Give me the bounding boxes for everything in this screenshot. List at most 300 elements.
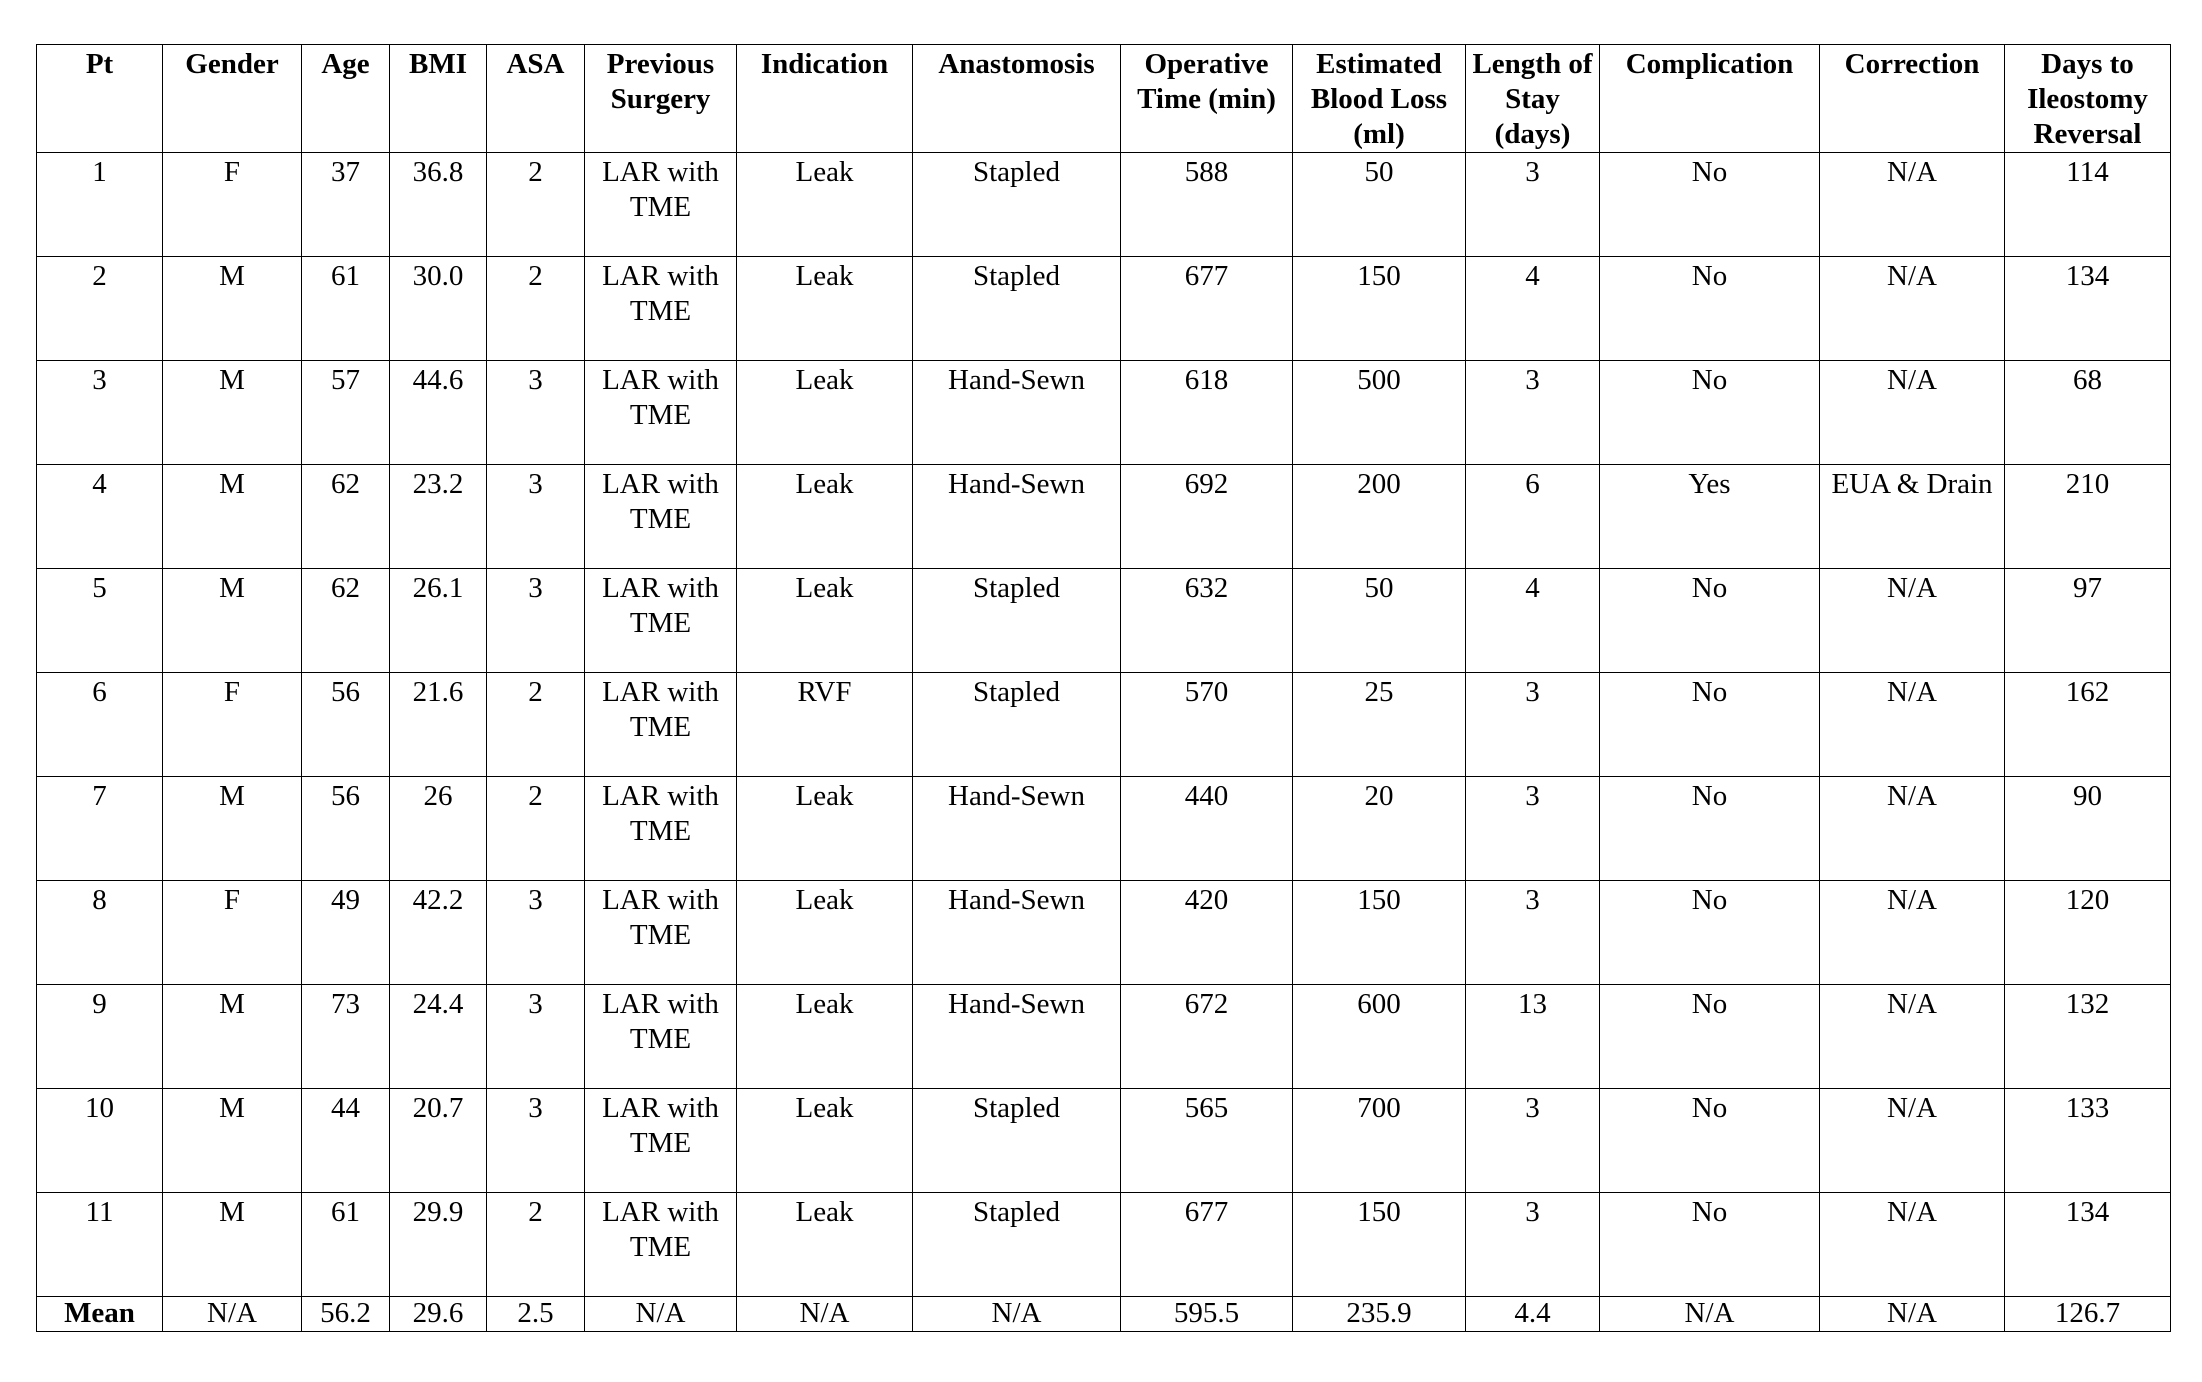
table-cell-value: LAR with TME <box>602 780 719 847</box>
column-header-label: Indication <box>760 48 889 80</box>
table-cell-value: 8 <box>92 884 107 916</box>
column-header-label: Gender <box>185 48 279 80</box>
column-header <box>913 45 1121 153</box>
table-cell <box>1600 257 1820 361</box>
table-cell <box>737 361 913 465</box>
table-cell <box>302 1193 390 1297</box>
table-cell <box>1600 673 1820 777</box>
table-cell-value: 1 <box>92 156 107 188</box>
table-cell-value: 2 <box>528 260 543 292</box>
table-row <box>37 1193 2171 1297</box>
mean-cell <box>1820 1297 2005 1332</box>
table-cell <box>390 569 487 673</box>
table-cell-value: 3 <box>528 988 543 1020</box>
table-cell-value: 2 <box>92 260 107 292</box>
table-cell-value: LAR with TME <box>602 156 719 223</box>
table-cell-value: 162 <box>2065 676 2110 708</box>
table-cell <box>1600 153 1820 257</box>
table-cell <box>390 1193 487 1297</box>
table-cell-value: No <box>1691 364 1728 396</box>
table-cell-value: 134 <box>2065 1196 2110 1228</box>
table-cell-value: 150 <box>1357 260 1401 292</box>
table-cell <box>302 985 390 1089</box>
table-cell <box>302 1089 390 1193</box>
table-cell-value: N/A <box>1887 1196 1937 1228</box>
table-cell <box>913 153 1121 257</box>
table-cell-value: N/A <box>1887 676 1937 708</box>
column-header <box>487 45 585 153</box>
table-cell <box>585 881 737 985</box>
table-cell-value: 50 <box>1364 572 1394 604</box>
mean-cell-value: 4.4 <box>1514 1297 1551 1329</box>
mean-cell-value: N/A <box>991 1297 1042 1329</box>
table-cell <box>163 569 302 673</box>
table-cell <box>1600 569 1820 673</box>
table-cell-value: Hand-Sewn <box>948 988 1085 1020</box>
table-cell-value: 3 <box>1525 1196 1540 1228</box>
table-cell-value: 9 <box>92 988 107 1020</box>
table-cell <box>37 153 163 257</box>
table-cell <box>487 985 585 1089</box>
mean-cell-value: N/A <box>1684 1297 1735 1329</box>
table-cell <box>1293 881 1466 985</box>
table-cell-value: 44 <box>331 1092 360 1124</box>
table-cell <box>390 777 487 881</box>
table-cell-value: 500 <box>1357 364 1401 396</box>
table-cell-value: 120 <box>2065 884 2110 916</box>
table-cell <box>737 465 913 569</box>
table-cell <box>37 881 163 985</box>
table-cell <box>1293 569 1466 673</box>
table-cell-value: 61 <box>331 1196 360 1228</box>
table-cell <box>1466 985 1600 1089</box>
table-cell <box>1121 673 1293 777</box>
table-cell <box>737 985 913 1089</box>
table-cell-value: LAR with TME <box>602 260 719 327</box>
table-row <box>37 465 2171 569</box>
table-cell <box>390 153 487 257</box>
table-cell <box>1121 465 1293 569</box>
table-cell-value: No <box>1691 1196 1728 1228</box>
table-cell-value: 3 <box>1525 884 1540 916</box>
table-cell <box>302 673 390 777</box>
table-cell <box>1820 361 2005 465</box>
table-cell <box>2005 569 2171 673</box>
table-cell-value: 3 <box>1525 780 1540 812</box>
table-row <box>37 153 2171 257</box>
table-cell-value: N/A <box>1887 260 1937 292</box>
table-cell-value: 632 <box>1184 572 1229 604</box>
table-row <box>37 257 2171 361</box>
table-cell-value: 97 <box>2073 572 2102 604</box>
table-cell-value: 210 <box>2065 468 2110 500</box>
table-cell <box>585 673 737 777</box>
table-cell-value: 672 <box>1184 988 1229 1020</box>
table-cell <box>913 985 1121 1089</box>
table-cell <box>487 1193 585 1297</box>
table-cell-value: 36.8 <box>412 156 464 188</box>
table-cell <box>1820 1089 2005 1193</box>
table-cell <box>390 985 487 1089</box>
table-cell <box>163 1089 302 1193</box>
table-cell <box>2005 465 2171 569</box>
table-cell-value: 3 <box>528 1092 543 1124</box>
table-cell-value: 73 <box>331 988 360 1020</box>
table-cell <box>37 1089 163 1193</box>
table-cell-value: 440 <box>1184 780 1229 812</box>
table-cell-value: Stapled <box>973 260 1060 292</box>
table-row <box>37 361 2171 465</box>
table-cell-value: 62 <box>331 468 360 500</box>
mean-cell-value: 56.2 <box>320 1297 371 1329</box>
column-header <box>1293 45 1466 153</box>
table-cell-value: 133 <box>2065 1092 2110 1124</box>
table-cell <box>913 1193 1121 1297</box>
table-cell <box>37 257 163 361</box>
table-cell <box>913 465 1121 569</box>
table-cell-value: 11 <box>85 1196 114 1228</box>
table-header-row <box>37 45 2171 153</box>
table-cell <box>1820 153 2005 257</box>
table-cell-value: 44.6 <box>412 364 464 396</box>
table-cell-value: Hand-Sewn <box>948 780 1085 812</box>
column-header-label: Age <box>321 48 370 80</box>
table-cell-value: No <box>1691 572 1728 604</box>
table-cell-value: 4 <box>1525 572 1540 604</box>
table-cell <box>913 777 1121 881</box>
mean-cell <box>487 1297 585 1332</box>
table-cell-value: EUA & Drain <box>1831 468 1993 500</box>
table-cell-value: No <box>1691 260 1728 292</box>
table-cell-value: 600 <box>1357 988 1401 1020</box>
table-cell <box>2005 1193 2171 1297</box>
table-cell <box>163 257 302 361</box>
column-header <box>1820 45 2005 153</box>
table-cell-value: 56 <box>331 676 360 708</box>
table-cell-value: Hand-Sewn <box>948 884 1085 916</box>
table-cell <box>1466 569 1600 673</box>
table-cell-value: 90 <box>2073 780 2102 812</box>
mean-cell <box>163 1297 302 1332</box>
table-cell-value: 570 <box>1184 676 1229 708</box>
mean-cell-value: N/A <box>1887 1297 1937 1329</box>
table-cell <box>737 1089 913 1193</box>
table-cell <box>390 361 487 465</box>
table-cell <box>737 569 913 673</box>
mean-cell-value: N/A <box>635 1297 686 1329</box>
table-cell-value: 700 <box>1357 1092 1401 1124</box>
column-header <box>1121 45 1293 153</box>
table-cell-value: 50 <box>1364 156 1394 188</box>
table-cell <box>487 1089 585 1193</box>
table-cell <box>2005 673 2171 777</box>
table-cell <box>1820 673 2005 777</box>
table-cell <box>1293 1089 1466 1193</box>
table-cell <box>1121 1193 1293 1297</box>
table-cell-value: F <box>223 676 241 708</box>
table-cell <box>487 569 585 673</box>
table-cell-value: 49 <box>331 884 360 916</box>
column-header-label: Correction <box>1844 48 1980 80</box>
table-cell-value: F <box>223 884 241 916</box>
table-cell <box>2005 1089 2171 1193</box>
document-page <box>36 44 2170 1332</box>
table-cell-value: M <box>219 260 245 292</box>
table-cell <box>1293 1193 1466 1297</box>
table-cell <box>163 361 302 465</box>
table-cell-value: 618 <box>1184 364 1229 396</box>
table-cell <box>163 985 302 1089</box>
mean-cell <box>1121 1297 1293 1332</box>
table-cell-value: 7 <box>92 780 107 812</box>
table-cell-value: 3 <box>528 884 543 916</box>
table-cell-value: LAR with TME <box>602 884 719 951</box>
table-cell <box>1293 361 1466 465</box>
mean-cell-value: 29.6 <box>412 1297 464 1329</box>
table-cell-value: 62 <box>331 572 360 604</box>
table-cell <box>1820 881 2005 985</box>
table-cell <box>737 881 913 985</box>
table-cell-value: M <box>219 988 245 1020</box>
table-cell-value: Stapled <box>973 1092 1060 1124</box>
table-cell-value: 677 <box>1184 260 1229 292</box>
table-cell <box>1121 985 1293 1089</box>
table-cell <box>302 569 390 673</box>
column-header <box>585 45 737 153</box>
table-cell <box>2005 985 2171 1089</box>
table-cell-value: Hand-Sewn <box>948 468 1085 500</box>
table-cell <box>737 673 913 777</box>
table-cell-value: M <box>219 364 245 396</box>
table-cell <box>1121 569 1293 673</box>
table-cell-value: LAR with TME <box>602 572 719 639</box>
table-cell-value: N/A <box>1887 156 1937 188</box>
table-cell <box>37 465 163 569</box>
table-cell <box>913 361 1121 465</box>
table-cell-value: N/A <box>1887 884 1937 916</box>
column-header-label: Operative Time (min) <box>1137 48 1276 115</box>
table-row <box>37 777 2171 881</box>
table-cell-value: M <box>219 572 245 604</box>
column-header-label: Estimated Blood Loss (ml) <box>1310 48 1448 150</box>
table-cell-value: No <box>1691 1092 1728 1124</box>
table-cell-value: 3 <box>1525 1092 1540 1124</box>
table-cell-value: M <box>219 468 245 500</box>
table-cell-value: N/A <box>1887 988 1937 1020</box>
table-cell <box>163 673 302 777</box>
table-cell-value: 68 <box>2073 364 2102 396</box>
table-cell <box>737 1193 913 1297</box>
table-cell <box>737 153 913 257</box>
table-cell-value: 4 <box>92 468 107 500</box>
table-cell <box>1466 881 1600 985</box>
patient-data-table <box>36 44 2171 1332</box>
table-cell-value: Leak <box>795 780 854 812</box>
table-cell-value: N/A <box>1887 1092 1937 1124</box>
table-cell-value: 692 <box>1184 468 1229 500</box>
table-cell-value: Leak <box>795 260 854 292</box>
table-cell <box>1600 1089 1820 1193</box>
table-cell <box>302 361 390 465</box>
table-cell-value: 61 <box>331 260 360 292</box>
table-cell <box>1820 1193 2005 1297</box>
table-cell-value: No <box>1691 780 1728 812</box>
table-row <box>37 881 2171 985</box>
table-cell <box>1600 361 1820 465</box>
table-cell-value: Leak <box>795 1196 854 1228</box>
table-cell-value: No <box>1691 676 1728 708</box>
table-cell-value: 21.6 <box>412 676 464 708</box>
column-header <box>302 45 390 153</box>
table-cell-value: 10 <box>85 1092 114 1124</box>
column-header-label: ASA <box>506 48 565 80</box>
table-cell <box>37 569 163 673</box>
table-cell <box>1293 465 1466 569</box>
table-cell-value: 132 <box>2065 988 2110 1020</box>
table-cell <box>390 881 487 985</box>
table-cell-value: 4 <box>1525 260 1540 292</box>
table-cell <box>585 777 737 881</box>
mean-cell-value: 126.7 <box>2054 1297 2121 1329</box>
column-header-label: Days to Ileostomy Reversal <box>2027 48 2148 150</box>
table-cell-value: 3 <box>528 572 543 604</box>
table-cell-value: 134 <box>2065 260 2110 292</box>
table-cell-value: Leak <box>795 156 854 188</box>
table-cell-value: 3 <box>1525 364 1540 396</box>
mean-cell <box>1466 1297 1600 1332</box>
table-cell <box>913 673 1121 777</box>
table-cell-value: LAR with TME <box>602 1196 719 1263</box>
mean-cell-value: Mean <box>64 1297 135 1329</box>
table-cell-value: 24.4 <box>412 988 464 1020</box>
column-header-label: Anastomosis <box>938 48 1095 80</box>
table-cell <box>302 257 390 361</box>
table-cell <box>2005 257 2171 361</box>
mean-cell <box>2005 1297 2171 1332</box>
column-header <box>163 45 302 153</box>
table-cell <box>302 465 390 569</box>
table-cell <box>585 985 737 1089</box>
table-cell <box>2005 881 2171 985</box>
table-cell <box>1466 361 1600 465</box>
table-cell <box>487 153 585 257</box>
mean-cell-value: N/A <box>207 1297 257 1329</box>
column-header <box>1600 45 1820 153</box>
table-cell <box>1121 777 1293 881</box>
table-cell <box>1820 985 2005 1089</box>
table-cell <box>302 153 390 257</box>
table-cell <box>487 881 585 985</box>
table-cell <box>913 1089 1121 1193</box>
column-header <box>737 45 913 153</box>
table-cell <box>37 777 163 881</box>
column-header-label: Previous Surgery <box>606 48 715 115</box>
table-cell-value: 26 <box>423 780 453 812</box>
column-header-label: BMI <box>409 48 467 80</box>
table-cell-value: M <box>219 780 245 812</box>
mean-cell-value: N/A <box>799 1297 850 1329</box>
table-cell <box>390 1089 487 1193</box>
table-cell <box>37 361 163 465</box>
table-cell <box>1293 257 1466 361</box>
table-cell <box>737 777 913 881</box>
table-cell <box>163 153 302 257</box>
table-cell-value: 2 <box>528 780 543 812</box>
table-cell-value: 2 <box>528 676 543 708</box>
table-cell-value: 3 <box>528 468 543 500</box>
table-cell <box>37 1193 163 1297</box>
table-cell <box>1293 777 1466 881</box>
table-cell-value: 3 <box>528 364 543 396</box>
table-cell-value: 420 <box>1184 884 1229 916</box>
mean-cell <box>585 1297 737 1332</box>
table-cell-value: 6 <box>92 676 107 708</box>
table-cell <box>1466 1089 1600 1193</box>
column-header <box>390 45 487 153</box>
table-cell <box>1121 257 1293 361</box>
table-cell <box>1121 153 1293 257</box>
table-cell <box>737 257 913 361</box>
table-cell <box>487 257 585 361</box>
table-cell <box>1293 153 1466 257</box>
table-body <box>37 153 2171 1332</box>
table-cell <box>1466 673 1600 777</box>
table-cell <box>2005 777 2171 881</box>
table-row <box>37 569 2171 673</box>
table-cell <box>1293 673 1466 777</box>
table-cell-value: Leak <box>795 1092 854 1124</box>
table-cell <box>585 1089 737 1193</box>
table-cell-value: LAR with TME <box>602 468 719 535</box>
table-cell <box>487 673 585 777</box>
table-cell <box>1600 777 1820 881</box>
table-cell <box>37 985 163 1089</box>
table-cell <box>585 361 737 465</box>
table-cell-value: Leak <box>795 884 854 916</box>
table-cell-value: 2 <box>528 156 543 188</box>
table-cell-value: 37 <box>331 156 360 188</box>
table-cell-value: N/A <box>1887 780 1937 812</box>
table-cell-value: Yes <box>1688 468 1731 500</box>
table-cell <box>1121 1089 1293 1193</box>
table-cell <box>1820 257 2005 361</box>
column-header <box>1466 45 1600 153</box>
table-cell <box>163 777 302 881</box>
table-cell-value: 3 <box>1525 156 1540 188</box>
table-cell-value: 20 <box>1364 780 1394 812</box>
table-cell <box>487 465 585 569</box>
column-header <box>37 45 163 153</box>
table-cell-value: 5 <box>92 572 107 604</box>
table-cell <box>302 881 390 985</box>
table-cell-value: 29.9 <box>412 1196 464 1228</box>
mean-cell <box>1293 1297 1466 1332</box>
table-cell-value: M <box>219 1092 245 1124</box>
table-cell <box>1600 985 1820 1089</box>
table-cell <box>390 673 487 777</box>
mean-row-label <box>37 1297 163 1332</box>
table-cell-value: Stapled <box>973 156 1060 188</box>
table-cell-value: 150 <box>1357 1196 1401 1228</box>
mean-cell <box>390 1297 487 1332</box>
table-cell <box>585 257 737 361</box>
table-cell-value: Stapled <box>973 676 1060 708</box>
table-cell <box>37 673 163 777</box>
table-cell <box>390 257 487 361</box>
table-cell-value: 200 <box>1357 468 1401 500</box>
column-header-label: Pt <box>85 48 114 80</box>
table-cell <box>390 465 487 569</box>
